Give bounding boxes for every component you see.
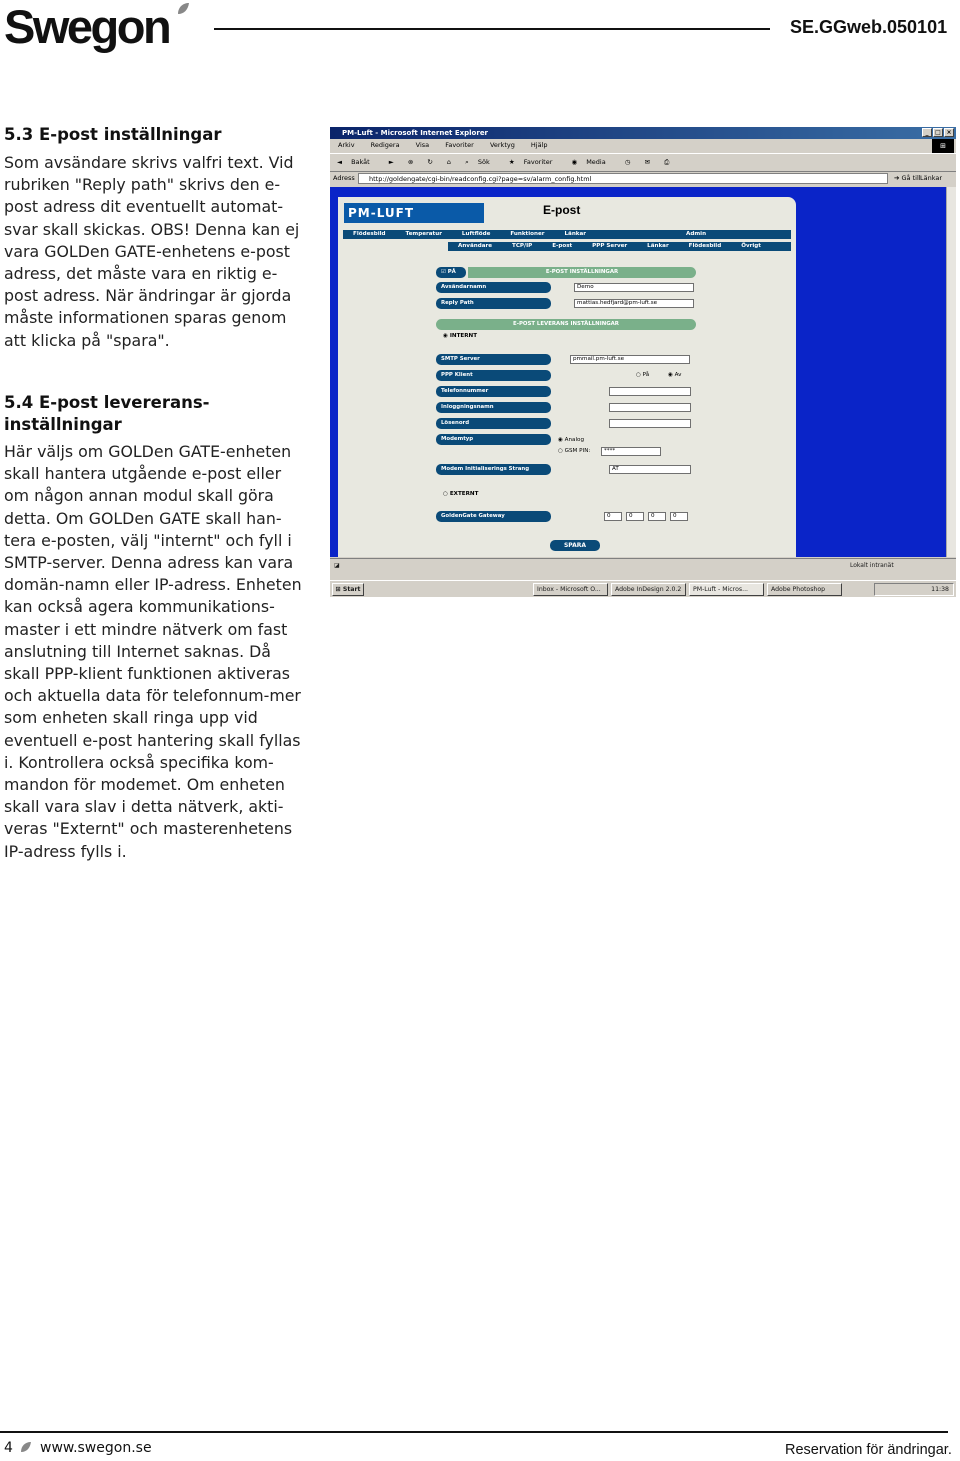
footer-rule [0, 1431, 948, 1433]
back-button[interactable]: ◄ Bakåt [337, 158, 370, 166]
subnav-flodesbild[interactable]: Flödesbild [688, 243, 722, 249]
clock: 11:38 [931, 586, 949, 593]
taskbar-inbox[interactable]: Inbox - Microsoft O... [533, 583, 608, 596]
subnav-ovrigt[interactable]: Övrigt [741, 243, 761, 249]
footer-url[interactable]: www.swegon.se [40, 1440, 152, 1456]
start-button[interactable]: ⊞ Start [332, 583, 364, 596]
delivery-settings-header: E-POST LEVERANS INSTÄLLNINGAR [436, 319, 696, 330]
page-number: 4 [4, 1440, 13, 1456]
ppp-on-radio[interactable]: ○ På [636, 372, 650, 378]
print-icon[interactable]: ⎙ [664, 158, 670, 166]
gateway-octet-3[interactable]: 0 [648, 512, 666, 521]
header-rule [214, 28, 770, 30]
zone-status: Lokalt intranät [850, 562, 894, 569]
status-bar [330, 558, 956, 573]
taskbar-indesign[interactable]: Adobe InDesign 2.0.2 [611, 583, 686, 596]
modem-gsm-radio[interactable]: ○ GSM PIN: [558, 448, 591, 454]
smtp-server-input[interactable]: pmmail.pm-luft.se [570, 355, 690, 364]
window-titlebar [330, 127, 956, 139]
modem-analog-radio[interactable]: ◉ Analog [558, 437, 584, 443]
web-page [330, 187, 946, 557]
subnav-anvandare[interactable]: Användare [458, 243, 493, 249]
reply-path-input[interactable]: mattias.hedfjard@pm-luft.se [574, 299, 694, 308]
config-panel [338, 197, 796, 557]
section-5-3-body: Som avsändare skrivs valfri text. Vid rubriken "Reply path" skrivs den e-post adress dit eventuellt automat-svar skall skickas. OBS! Denna kan ej vara GOLDen GATE-enhetens e-post adress, det måste vara en riktig e-post adress. När ändringar är gjorda måste informationen sparas genom att klicka på "spara". [4, 153, 300, 350]
home-icon[interactable]: ⌂ [446, 158, 452, 166]
history-icon[interactable]: ◷ [624, 158, 631, 166]
address-input[interactable]: http://goldengate/cgi-bin/readconfig.cgi?page=sv/alarm_config.html [358, 173, 888, 184]
leaf-icon [20, 1441, 32, 1453]
nav-flodesbild[interactable]: Flödesbild [353, 231, 386, 237]
modem-init-input[interactable]: AT [609, 465, 691, 474]
address-bar [330, 171, 956, 186]
password-input[interactable] [609, 419, 691, 428]
window-title: PM-Luft - Microsoft Internet Explorer [342, 129, 489, 137]
windows-taskbar [330, 580, 956, 597]
phone-number-input[interactable] [609, 387, 691, 396]
reservation-note: Reservation för ändringar. [785, 1442, 952, 1458]
stop-icon[interactable]: ⊗ [407, 158, 414, 166]
smtp-server-label: SMTP Server [436, 354, 551, 365]
login-name-label: Inloggningsnamn [436, 402, 551, 413]
email-settings-header: E-POST INSTÄLLNINGAR [468, 267, 696, 278]
gateway-label: GoldenGate Gateway [436, 511, 551, 522]
spara-button[interactable]: SPARA [550, 540, 600, 551]
gateway-octet-4[interactable]: 0 [670, 512, 688, 521]
section-5-3-heading: 5.3 E-post inställningar [4, 125, 222, 144]
document-code: SE.GGweb.050101 [790, 17, 948, 37]
gateway-octet-2[interactable]: 0 [626, 512, 644, 521]
nav-lankar[interactable]: Länkar [564, 231, 587, 237]
taskbar-photoshop[interactable]: Adobe Photoshop [767, 583, 842, 596]
gsm-pin-input[interactable]: **** [601, 447, 661, 456]
menu-visa[interactable]: Visa [415, 141, 430, 149]
internt-radio[interactable]: ◉ INTERNT [443, 333, 478, 339]
subnav-ppp-server[interactable]: PPP Server [592, 243, 628, 249]
media-button[interactable]: ◉ Media [571, 158, 606, 166]
modem-type-label: Modemtyp [436, 434, 551, 445]
subnav-epost[interactable]: E-post [552, 243, 573, 249]
menu-favoriter[interactable]: Favoriter [445, 141, 474, 149]
go-button[interactable]: ➔ Gå till [894, 174, 921, 182]
close-button[interactable]: × [944, 128, 954, 137]
sender-name-input[interactable]: Demo [574, 283, 694, 292]
admin-subnav [448, 242, 791, 251]
forward-icon[interactable]: ► [388, 158, 394, 166]
browser-toolbar [330, 153, 956, 172]
subnav-lankar[interactable]: Länkar [647, 243, 669, 249]
externt-radio[interactable]: ○ EXTERNT [443, 491, 479, 497]
menu-redigera[interactable]: Redigera [370, 141, 400, 149]
page-title: E-post [543, 203, 581, 217]
ppp-off-radio[interactable]: ◉ Av [668, 372, 682, 378]
login-name-input[interactable] [609, 403, 691, 412]
nav-luftflode[interactable]: Luftflöde [461, 231, 491, 237]
menu-bar [330, 139, 956, 152]
favorites-button[interactable]: ★ Favoriter [508, 158, 553, 166]
gateway-octet-1[interactable]: 0 [604, 512, 622, 521]
reply-path-label: Reply Path [436, 298, 551, 309]
pa-toggle[interactable]: ☑ PÅ [436, 267, 466, 278]
subnav-tcpip[interactable]: TCP/IP [512, 243, 533, 249]
minimize-button[interactable]: _ [922, 128, 932, 137]
menu-arkiv[interactable]: Arkiv [338, 141, 355, 149]
page-status-icon: ◪ [334, 562, 340, 569]
section-5-4-body: Här väljs om GOLDen GATE-enheten skall hantera utgående e-post eller om någon annan modul skall göra detta. Om GOLDen GATE skall han-tera e-posten, välj "internt" och fyll i SMTP-server. Denna adress kan vara domän-namn eller IP-adress. Enheten kan också agera kommunikations-master i ett mindre nätverk om fast anslutning till Internet saknas. Då skall PPP-klient funktionen aktiveras och aktuella data för telefonnum-mer som enheten skall ringa upp vid eventuell e-post hantering skall fyllas i. Kontrollera också specifika kom-mandon för modemet. Om enheten skall vara slav i detta nätverk, akti-veras "Externt" och masterenhetens IP-adress fylls i. [4, 442, 302, 861]
taskbar-pm-luft[interactable]: PM-Luft - Micros... [689, 583, 764, 596]
nav-admin[interactable]: Admin [686, 231, 707, 237]
system-tray [874, 583, 954, 596]
windows-flag-icon: ⊞ [932, 139, 954, 153]
menu-hjalp[interactable]: Hjälp [530, 141, 548, 149]
browser-screenshot [330, 127, 956, 597]
ppp-client-label: PPP Klient [436, 370, 551, 381]
vertical-scrollbar[interactable] [946, 187, 956, 557]
nav-temperatur[interactable]: Temperatur [405, 231, 442, 237]
maximize-button[interactable]: □ [933, 128, 943, 137]
nav-funktioner[interactable]: Funktioner [510, 231, 545, 237]
mail-icon[interactable]: ✉ [644, 158, 651, 166]
swegon-logo: Swegon [4, 0, 170, 53]
sender-name-label: Avsändarnamn [436, 282, 551, 293]
main-nav [343, 230, 791, 239]
menu-verktyg[interactable]: Verktyg [489, 141, 515, 149]
leaf-icon [176, 2, 190, 16]
section-5-4-heading: 5.4 E-post levererans-inställningar [4, 393, 210, 435]
modem-init-label: Modem Initialiserings Strang [436, 464, 551, 475]
refresh-icon[interactable]: ↻ [427, 158, 433, 166]
pm-luft-logo: PM-LUFT [344, 203, 484, 223]
links-button[interactable]: Länkar [920, 174, 943, 182]
password-label: Lösenord [436, 418, 551, 429]
phone-number-label: Telefonnummer [436, 386, 551, 397]
address-label: Adress [333, 174, 355, 182]
search-button[interactable]: ⌕ Sök [465, 158, 490, 166]
